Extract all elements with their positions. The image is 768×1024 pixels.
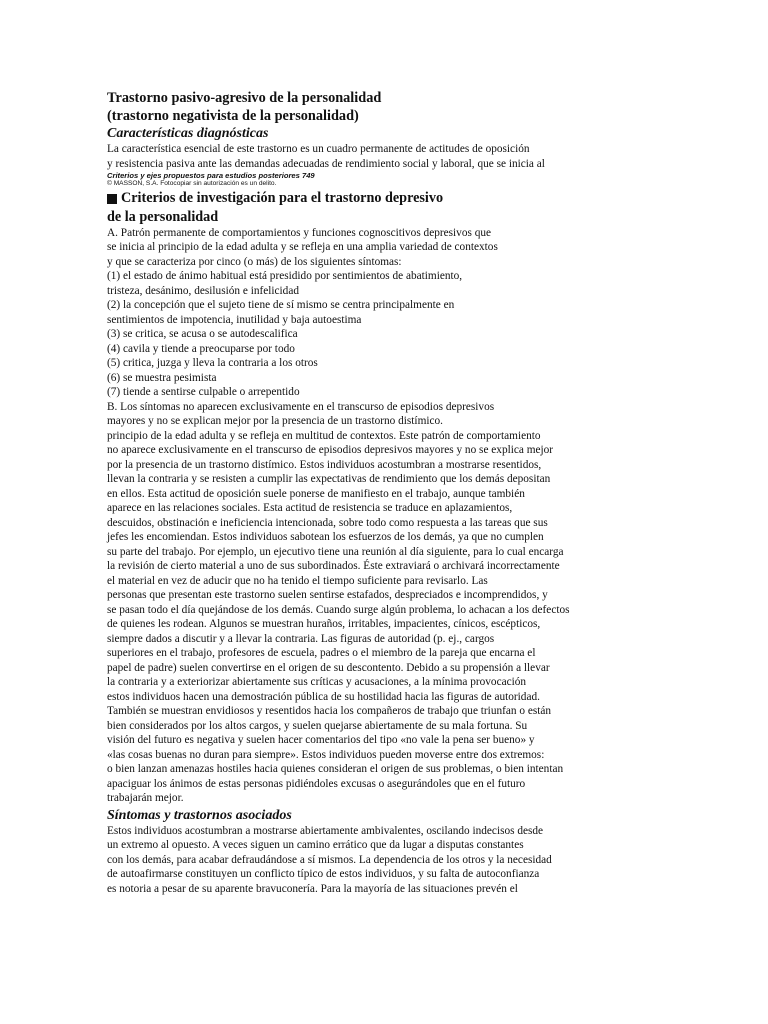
text-line: Estos individuos acostumbran a mostrarse abiertamente ambivalentes, oscilando indecisos desde <box>107 824 544 837</box>
text-line: A. Patrón permanente de comportamientos y funciones cognoscitivos depresivos que <box>107 226 492 239</box>
text-line: (6) se muestra pesimista <box>107 371 217 384</box>
text-line: visión del futuro es negativa y suelen hacer comentarios del tipo «no vale la pena ser bueno» y <box>107 734 535 746</box>
text-line: su parte del trabajo. Por ejemplo, un ejecutivo tiene una reunión al día siguiente, para lo cual encarga <box>107 545 564 558</box>
document-title-line-2: (trastorno negativista de la personalidad) <box>107 107 359 124</box>
page-footer-running-head: Criterios y ejes propuestos para estudios posteriores 749 <box>107 171 315 180</box>
text-line: trabajarán mejor. <box>107 792 184 804</box>
text-line: La característica esencial de este trastorno es un cuadro permanente de actitudes de oposición <box>107 143 530 155</box>
text-line: (5) critica, juzga y lleva la contraria a los otros <box>107 357 318 369</box>
section-heading <box>107 190 632 208</box>
text-line: papel de padre) suelen convertirse en el origen de su descontento. Debido a su propensión a llevar <box>107 661 550 674</box>
text-line: jefes les encomiendan. Estos individuos sabotean los esfuerzos de los demás, ya que no cumplen <box>107 531 544 543</box>
text-line: (3) se critica, se acusa o se autodescalifica <box>107 328 298 340</box>
text-line: estos individuos hacen una demostración pública de su hostilidad hacia las figuras de autoridad. <box>107 690 540 703</box>
text-line: principio de la edad adulta y se refleja en multitud de contextos. Este patrón de comportamiento <box>107 429 541 442</box>
text-line: llevan la contraria y se resisten a cumplir las expectativas de rendimiento que los demás depositan <box>107 473 551 485</box>
page-footer-copyright: © MASSON, S.A. Fotocopiar sin autorización es un delito. <box>107 180 277 187</box>
text-line: personas que presentan este trastorno suelen sentirse estafados, despreciados e incomprendidos, y <box>107 589 548 601</box>
text-line: (7) tiende a sentirse culpable o arrepentido <box>107 386 300 398</box>
text-line: apaciguar los ánimos de estas personas pidiéndoles excusas o asegurándoles que en el futuro <box>107 777 526 790</box>
text-line: es notoria a pesar de su aparente bravuconería. Para la mayoría de las situaciones prevén el <box>107 882 518 895</box>
criteria-body-text <box>107 226 632 806</box>
text-line: de autoafirmarse constituyen un conflicto típico de estos individuos, y su falta de autoconfianza <box>107 868 540 880</box>
text-line: También se muestran envidiosos y resentidos hacia los compañeros de trabajo que triunfan o están <box>107 705 552 717</box>
text-line: la revisión de cierto material a uno de sus subordinados. Éste extraviará o archivará incorrectamente <box>107 560 560 572</box>
text-line: (2) la concepción que el sujeto tiene de sí mismo se centra principalmente en <box>107 299 455 311</box>
text-line: se pasan todo el día quejándose de los demás. Cuando surge algún problema, lo achacan a los defectos <box>107 603 570 616</box>
subheading-associated-symptoms: Síntomas y trastornos asociados <box>107 807 292 823</box>
text-line: «las cosas buenas no duran para siempre». Estos individuos pueden moverse entre dos extremos: <box>107 748 545 761</box>
document-title-line-1: Trastorno pasivo-agresivo de la personalidad <box>107 90 382 106</box>
text-line: en ellos. Esta actitud de oposición suele ponerse de manifiesto en el trabajo, aunque también <box>107 487 525 500</box>
text-line: de quienes les rodean. Algunos se muestran huraños, irritables, impacientes, cínicos, escépticos, <box>107 618 541 630</box>
text-line: siempre dados a discutir y a llevar la contraria. Las figuras de autoridad (p. ej., cargos <box>107 632 495 645</box>
text-line: no aparece exclusivamente en el transcurso de episodios depresivos mayores y no se explica mejor <box>107 444 554 456</box>
text-line: o bien lanzan amenazas hostiles hacia quienes consideran el origen de sus problemas, o bien intentan <box>107 763 564 775</box>
text-line: sentimientos de impotencia, inutilidad y baja autoestima <box>107 313 362 326</box>
section-heading-line-2: de la personalidad <box>107 208 219 225</box>
text-line: B. Los síntomas no aparecen exclusivamente en el transcurso de episodios depresivos <box>107 400 495 413</box>
text-line: aparece en las relaciones sociales. Esta actitud de resistencia se traduce en aplazamientos, <box>107 502 513 514</box>
intro-paragraph <box>107 142 632 171</box>
text-line: descuidos, obstinación e ineficiencia intencionada, sobre todo como respuesta a las tareas que sus <box>107 516 548 529</box>
text-line: (4) cavila y tiende a preocuparse por todo <box>107 342 295 355</box>
text-line: bien considerados por los altos cargos, y suelen quejarse abiertamente de su mala fortuna. Su <box>107 719 528 732</box>
associated-symptoms-text <box>107 824 632 897</box>
text-line: superiores en el trabajo, profesores de escuela, padres o el miembro de la pareja que encarna el <box>107 647 536 659</box>
text-line: (1) el estado de ánimo habitual está presidido por sentimientos de abatimiento, <box>107 270 463 282</box>
square-bullet-icon <box>107 194 117 204</box>
text-line: la contraria y a exteriorizar abiertamente sus críticas y acusaciones, a la mínima provocación <box>107 676 527 688</box>
text-line: por la presencia de un trastorno distímico. Estos individuos acostumbran a mostrarse resentidos, <box>107 458 542 471</box>
subheading-diagnostic-features: Características diagnósticas <box>107 126 269 141</box>
text-line: tristeza, desánimo, desilusión e infelicidad <box>107 284 299 297</box>
document-page <box>107 90 632 896</box>
text-line: y resistencia pasiva ante las demandas adecuadas de rendimiento social y laboral, que se inicia al <box>107 157 545 170</box>
text-line: con los demás, para acabar defraudándose a sí mismos. La dependencia de los otros y la necesidad <box>107 853 552 866</box>
text-line: un extremo al opuesto. A veces siguen un camino errático que da lugar a disputas constantes <box>107 839 524 851</box>
text-line: mayores y no se explican mejor por la presencia de un trastorno distímico. <box>107 415 443 427</box>
text-line: se inicia al principio de la edad adulta y se refleja en una amplia variedad de contextos <box>107 241 498 253</box>
section-heading-line-1: Criterios de investigación para el trastorno depresivo <box>121 190 444 206</box>
text-line: y que se caracteriza por cinco (o más) de los siguientes síntomas: <box>107 255 402 268</box>
text-line: el material en vez de aducir que no ha tenido el tiempo suficiente para revisarlo. Las <box>107 574 488 587</box>
